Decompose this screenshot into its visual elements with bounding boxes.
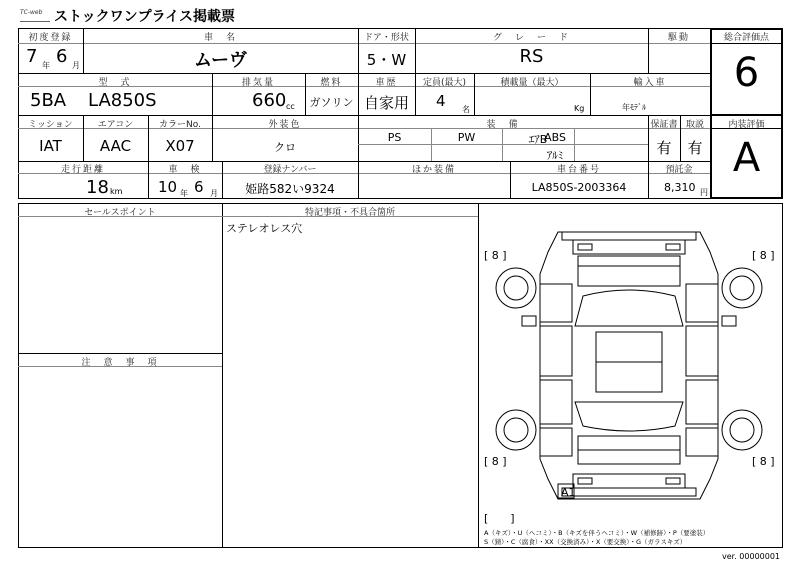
label-load: 積載量（最大） <box>500 78 564 88</box>
notes-header: 特記事項・不具合箇所 <box>304 208 395 218</box>
label-mission: ミッション <box>28 120 73 130</box>
sales-point-header: セールスポイント <box>84 208 156 218</box>
form-title: ストックワンプライス掲載票 <box>54 9 236 25</box>
legend-line-2: S（錆）・C（腐食）・XX（交換済み）・X（要交換）・G（ガラスキズ） <box>484 538 687 546</box>
displacement-value: 660 <box>252 90 287 111</box>
tire-fl: [ 8 ] <box>484 249 507 262</box>
mileage-unit: km <box>110 187 123 196</box>
label-grade: グ レ ー ド <box>492 33 570 43</box>
door-type: 5・W <box>366 51 407 69</box>
label-first-reg: 初度登録 <box>28 33 73 43</box>
tire-fr: [ 8 ] <box>752 249 775 262</box>
mission-value: IAT <box>39 137 62 155</box>
grade-value: RS <box>519 46 544 67</box>
interior-score: A <box>732 135 761 181</box>
reg-year: 7 <box>26 46 38 67</box>
insp-month-unit: 月 <box>210 189 218 198</box>
logo: TC-web <box>20 9 50 22</box>
version-label: ver. 00000001 <box>722 552 781 561</box>
model-code: LA850S <box>88 90 157 111</box>
import-note: 年ﾓﾃﾞﾙ <box>622 103 646 112</box>
label-manual: 取説 <box>685 120 704 130</box>
label-chassis: 車台番号 <box>556 165 601 175</box>
reg-month: 6 <box>56 46 68 67</box>
label-mileage: 走行距離 <box>60 165 105 175</box>
history-value: 自家用 <box>363 94 409 112</box>
label-warranty: 保証書 <box>650 120 678 130</box>
displacement-unit: cc <box>286 102 295 111</box>
label-displacement: 排気量 <box>241 78 275 88</box>
label-deposit: 預託金 <box>665 165 693 175</box>
fuel-value: ガソリン <box>309 96 354 109</box>
model-prefix: 5BA <box>30 90 67 111</box>
label-fuel: 燃料 <box>320 78 343 88</box>
label-history: 車歴 <box>375 78 398 88</box>
tire-rl: [ 8 ] <box>484 455 507 468</box>
label-import: 輸入車 <box>633 78 667 88</box>
label-inspection: 車 検 <box>168 165 202 175</box>
capacity-unit: 名 <box>462 105 470 114</box>
label-drive: 駆動 <box>667 33 690 43</box>
label-equipment: 装 備 <box>486 120 520 130</box>
reg-year-unit: 年 <box>42 61 50 70</box>
label-model: 型 式 <box>98 78 132 88</box>
caution-header: 注 意 事 項 <box>81 358 159 368</box>
plate-value: 姫路582い9324 <box>245 182 335 196</box>
insp-year: 10 <box>158 178 178 196</box>
notes-text: ステレオレス穴 <box>226 222 303 235</box>
overall-score-label: 総合評価点 <box>723 33 769 43</box>
chassis-value: LA850S-2003364 <box>531 181 627 194</box>
equip-ps: PS <box>387 131 402 144</box>
deposit-value: 8,310 <box>664 181 696 194</box>
label-color-no: カラーNo. <box>159 120 201 130</box>
label-aircon: エアコン <box>97 120 134 130</box>
label-capacity: 定員(最大) <box>422 78 467 88</box>
equip-airbag: ｴｱB <box>528 133 548 146</box>
deposit-unit: 円 <box>700 188 708 197</box>
car-damage-diagram <box>478 204 782 547</box>
label-color: 外装色 <box>268 120 302 130</box>
car-name: ムーヴ <box>193 50 248 71</box>
insp-month: 6 <box>194 178 204 196</box>
interior-score-label: 内装評価 <box>728 120 765 130</box>
legend-line-1: A（キズ）・U（ヘコミ）・B（キズを伴うヘコミ）・W（補修跡）・P（要塗装） <box>484 529 710 537</box>
equip-alumi: ｱﾙﾐ <box>546 149 564 162</box>
spare-tire: [ ] <box>484 512 515 525</box>
manual-value: 有 <box>687 139 703 157</box>
insp-year-unit: 年 <box>180 189 188 198</box>
aircon-value: AAC <box>99 137 132 155</box>
overall-score: 6 <box>733 50 760 96</box>
mileage-value: 18 <box>86 177 109 198</box>
label-plate: 登録ナンバー <box>263 165 317 175</box>
label-car-name: 車 名 <box>203 33 237 43</box>
label-other-equip: ほか装備 <box>411 165 456 175</box>
equip-pw: PW <box>457 131 476 144</box>
capacity-value: 4 <box>436 92 446 110</box>
warranty-value: 有 <box>656 139 672 157</box>
tire-rr: [ 8 ] <box>752 455 775 468</box>
color-no-value: X07 <box>165 137 195 155</box>
label-door: ドア・形状 <box>364 33 409 43</box>
reg-month-unit: 月 <box>72 61 80 70</box>
damage-mark-a1: A1 <box>561 486 576 499</box>
load-unit: Kg <box>574 104 585 113</box>
color-value: クロ <box>274 141 296 154</box>
equip-abs: ABS <box>544 131 566 144</box>
